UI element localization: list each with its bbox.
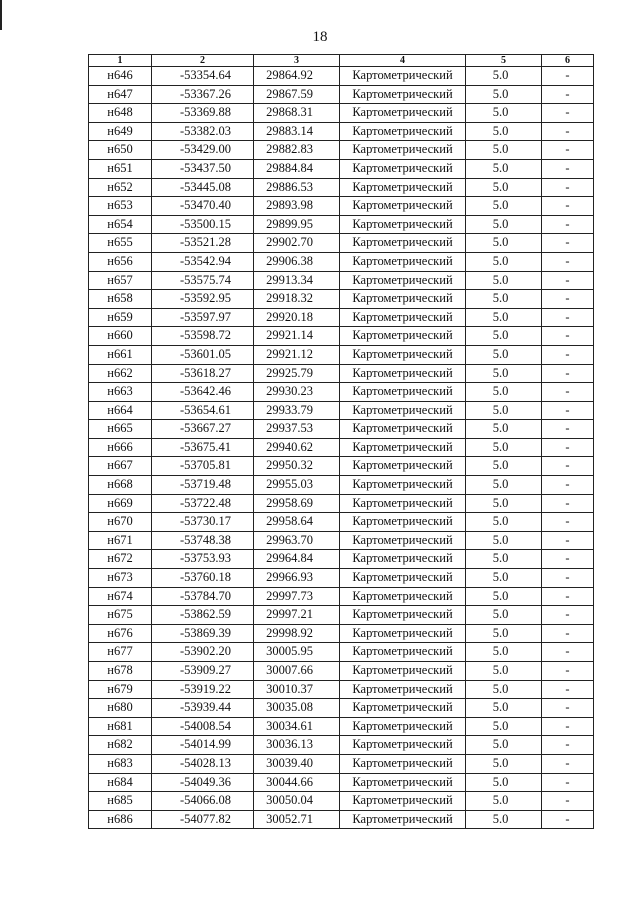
cell-point-id: н666 [89, 438, 152, 457]
cell-method: Картометрический [340, 457, 466, 476]
cell-note: - [542, 271, 594, 290]
table-row [89, 531, 594, 550]
cell-accuracy: 5.0 [466, 717, 542, 736]
cell-point-id: н662 [89, 364, 152, 383]
table-row [89, 252, 594, 271]
cell-coord-y: 30034.61 [254, 717, 340, 736]
cell-method: Картометрический [340, 327, 466, 346]
cell-note: - [542, 104, 594, 123]
table-row [89, 624, 594, 643]
cell-coord-x: -54028.13 [152, 754, 254, 773]
cell-accuracy: 5.0 [466, 810, 542, 829]
cell-method: Картометрический [340, 271, 466, 290]
cell-coord-y: 29893.98 [254, 197, 340, 216]
cell-note: - [542, 680, 594, 699]
cell-coord-x: -53598.72 [152, 327, 254, 346]
cell-accuracy: 5.0 [466, 494, 542, 513]
cell-coord-y: 29930.23 [254, 383, 340, 402]
cell-method: Картометрический [340, 624, 466, 643]
cell-point-id: н647 [89, 85, 152, 104]
cell-accuracy: 5.0 [466, 345, 542, 364]
cell-point-id: н653 [89, 197, 152, 216]
table-row [89, 457, 594, 476]
cell-accuracy: 5.0 [466, 252, 542, 271]
cell-accuracy: 5.0 [466, 178, 542, 197]
cell-accuracy: 5.0 [466, 364, 542, 383]
cell-coord-y: 29937.53 [254, 420, 340, 439]
cell-method: Картометрический [340, 643, 466, 662]
cell-method: Картометрический [340, 290, 466, 309]
cell-method: Картометрический [340, 308, 466, 327]
cell-point-id: н679 [89, 680, 152, 699]
cell-coord-x: -53367.26 [152, 85, 254, 104]
cell-coord-y: 29997.21 [254, 606, 340, 625]
table-row [89, 699, 594, 718]
cell-method: Картометрический [340, 606, 466, 625]
table-row [89, 754, 594, 773]
cell-coord-y: 30050.04 [254, 792, 340, 811]
cell-accuracy: 5.0 [466, 438, 542, 457]
cell-coord-x: -53592.95 [152, 290, 254, 309]
cell-note: - [542, 531, 594, 550]
cell-coord-y: 29884.84 [254, 159, 340, 178]
cell-method: Картометрический [340, 792, 466, 811]
cell-coord-x: -53760.18 [152, 569, 254, 588]
header-col-1: 1 [89, 55, 152, 67]
cell-note: - [542, 215, 594, 234]
header-col-4: 4 [340, 55, 466, 67]
cell-accuracy: 5.0 [466, 736, 542, 755]
table-row [89, 401, 594, 420]
table-row [89, 85, 594, 104]
table-body [89, 67, 594, 829]
cell-coord-y: 29998.92 [254, 624, 340, 643]
cell-coord-x: -53909.27 [152, 662, 254, 681]
cell-accuracy: 5.0 [466, 643, 542, 662]
cell-coord-x: -54066.08 [152, 792, 254, 811]
cell-method: Картометрический [340, 159, 466, 178]
cell-accuracy: 5.0 [466, 513, 542, 532]
cell-note: - [542, 754, 594, 773]
cell-point-id: н685 [89, 792, 152, 811]
cell-note: - [542, 364, 594, 383]
cell-coord-y: 29882.83 [254, 141, 340, 160]
cell-note: - [542, 234, 594, 253]
cell-coord-y: 29955.03 [254, 476, 340, 495]
cell-point-id: н667 [89, 457, 152, 476]
cell-method: Картометрический [340, 252, 466, 271]
cell-accuracy: 5.0 [466, 587, 542, 606]
cell-coord-x: -53675.41 [152, 438, 254, 457]
cell-method: Картометрический [340, 67, 466, 86]
cell-coord-y: 30010.37 [254, 680, 340, 699]
table-row [89, 178, 594, 197]
cell-point-id: н655 [89, 234, 152, 253]
cell-coord-y: 30039.40 [254, 754, 340, 773]
cell-method: Картометрический [340, 476, 466, 495]
table-row [89, 587, 594, 606]
table-row [89, 345, 594, 364]
cell-coord-x: -53869.39 [152, 624, 254, 643]
cell-coord-x: -53542.94 [152, 252, 254, 271]
cell-coord-y: 29902.70 [254, 234, 340, 253]
cell-method: Картометрический [340, 550, 466, 569]
table-row [89, 234, 594, 253]
cell-point-id: н672 [89, 550, 152, 569]
cell-coord-x: -54077.82 [152, 810, 254, 829]
cell-coord-y: 29864.92 [254, 67, 340, 86]
cell-method: Картометрический [340, 587, 466, 606]
cell-coord-x: -54008.54 [152, 717, 254, 736]
cell-coord-x: -53369.88 [152, 104, 254, 123]
cell-coord-x: -53597.97 [152, 308, 254, 327]
cell-coord-x: -53521.28 [152, 234, 254, 253]
cell-coord-x: -53354.64 [152, 67, 254, 86]
table-row [89, 308, 594, 327]
table-row [89, 104, 594, 123]
cell-note: - [542, 85, 594, 104]
header-col-3: 3 [254, 55, 340, 67]
cell-point-id: н660 [89, 327, 152, 346]
cell-note: - [542, 476, 594, 495]
cell-accuracy: 5.0 [466, 271, 542, 290]
cell-method: Картометрический [340, 662, 466, 681]
table-row [89, 67, 594, 86]
cell-note: - [542, 290, 594, 309]
cell-coord-y: 29867.59 [254, 85, 340, 104]
cell-coord-x: -53470.40 [152, 197, 254, 216]
cell-method: Картометрический [340, 197, 466, 216]
cell-note: - [542, 810, 594, 829]
cell-coord-x: -53722.48 [152, 494, 254, 513]
cell-coord-x: -53705.81 [152, 457, 254, 476]
cell-coord-y: 29906.38 [254, 252, 340, 271]
cell-point-id: н663 [89, 383, 152, 402]
cell-point-id: н682 [89, 736, 152, 755]
cell-point-id: н658 [89, 290, 152, 309]
cell-coord-x: -53719.48 [152, 476, 254, 495]
cell-coord-x: -53667.27 [152, 420, 254, 439]
cell-coord-x: -53429.00 [152, 141, 254, 160]
cell-coord-x: -53437.50 [152, 159, 254, 178]
coordinates-table [88, 54, 594, 829]
cell-coord-y: 29933.79 [254, 401, 340, 420]
table-row [89, 717, 594, 736]
cell-accuracy: 5.0 [466, 773, 542, 792]
cell-point-id: н674 [89, 587, 152, 606]
cell-point-id: н648 [89, 104, 152, 123]
cell-point-id: н664 [89, 401, 152, 420]
cell-coord-x: -53902.20 [152, 643, 254, 662]
cell-coord-y: 30035.08 [254, 699, 340, 718]
cell-coord-x: -53730.17 [152, 513, 254, 532]
cell-coord-x: -53753.93 [152, 550, 254, 569]
cell-accuracy: 5.0 [466, 122, 542, 141]
cell-coord-x: -53382.03 [152, 122, 254, 141]
cell-note: - [542, 401, 594, 420]
cell-coord-x: -53939.44 [152, 699, 254, 718]
page-number: 18 [312, 29, 328, 45]
cell-point-id: н677 [89, 643, 152, 662]
cell-coord-y: 29940.62 [254, 438, 340, 457]
cell-coord-x: -54049.36 [152, 773, 254, 792]
cell-coord-y: 29921.12 [254, 345, 340, 364]
cell-method: Картометрический [340, 420, 466, 439]
cell-point-id: н656 [89, 252, 152, 271]
cell-accuracy: 5.0 [466, 420, 542, 439]
cell-point-id: н684 [89, 773, 152, 792]
cell-accuracy: 5.0 [466, 680, 542, 699]
table-row [89, 197, 594, 216]
cell-coord-x: -53601.05 [152, 345, 254, 364]
cell-note: - [542, 587, 594, 606]
cell-coord-x: -53500.15 [152, 215, 254, 234]
cell-coord-x: -53642.46 [152, 383, 254, 402]
cell-point-id: н681 [89, 717, 152, 736]
cell-coord-x: -53784.70 [152, 587, 254, 606]
cell-method: Картометрический [340, 531, 466, 550]
cell-note: - [542, 178, 594, 197]
cell-accuracy: 5.0 [466, 754, 542, 773]
cell-coord-y: 29886.53 [254, 178, 340, 197]
cell-accuracy: 5.0 [466, 699, 542, 718]
table-row [89, 792, 594, 811]
cell-accuracy: 5.0 [466, 662, 542, 681]
cell-accuracy: 5.0 [466, 290, 542, 309]
cell-note: - [542, 122, 594, 141]
cell-note: - [542, 606, 594, 625]
cell-accuracy: 5.0 [466, 85, 542, 104]
table-row [89, 141, 594, 160]
cell-accuracy: 5.0 [466, 531, 542, 550]
cell-method: Картометрический [340, 810, 466, 829]
cell-point-id: н659 [89, 308, 152, 327]
cell-method: Картометрический [340, 401, 466, 420]
cell-note: - [542, 141, 594, 160]
cell-accuracy: 5.0 [466, 327, 542, 346]
cell-method: Картометрический [340, 754, 466, 773]
cell-coord-y: 29958.69 [254, 494, 340, 513]
cell-note: - [542, 197, 594, 216]
cell-note: - [542, 550, 594, 569]
cell-accuracy: 5.0 [466, 457, 542, 476]
cell-note: - [542, 773, 594, 792]
cell-accuracy: 5.0 [466, 197, 542, 216]
cell-method: Картометрический [340, 234, 466, 253]
cell-point-id: н661 [89, 345, 152, 364]
cell-coord-x: -53445.08 [152, 178, 254, 197]
cell-coord-x: -53862.59 [152, 606, 254, 625]
cell-note: - [542, 494, 594, 513]
cell-accuracy: 5.0 [466, 215, 542, 234]
cell-note: - [542, 457, 594, 476]
table-row [89, 550, 594, 569]
cell-note: - [542, 252, 594, 271]
cell-point-id: н646 [89, 67, 152, 86]
cell-method: Картометрический [340, 717, 466, 736]
cell-coord-y: 29958.64 [254, 513, 340, 532]
cell-coord-x: -53919.22 [152, 680, 254, 699]
table-row [89, 122, 594, 141]
table-row [89, 736, 594, 755]
cell-coord-y: 29918.32 [254, 290, 340, 309]
cell-point-id: н675 [89, 606, 152, 625]
cell-coord-y: 29925.79 [254, 364, 340, 383]
cell-method: Картометрический [340, 85, 466, 104]
cell-method: Картометрический [340, 364, 466, 383]
header-col-6: 6 [542, 55, 594, 67]
cell-accuracy: 5.0 [466, 234, 542, 253]
cell-note: - [542, 569, 594, 588]
cell-method: Картометрический [340, 383, 466, 402]
header-col-5: 5 [466, 55, 542, 67]
cell-method: Картометрический [340, 178, 466, 197]
cell-note: - [542, 513, 594, 532]
cell-point-id: н683 [89, 754, 152, 773]
table-row [89, 476, 594, 495]
cell-coord-y: 30036.13 [254, 736, 340, 755]
cell-point-id: н671 [89, 531, 152, 550]
cell-point-id: н654 [89, 215, 152, 234]
table-row [89, 494, 594, 513]
cell-note: - [542, 345, 594, 364]
cell-note: - [542, 736, 594, 755]
cell-coord-y: 30052.71 [254, 810, 340, 829]
cell-method: Картометрический [340, 773, 466, 792]
cell-coord-x: -53654.61 [152, 401, 254, 420]
cell-coord-y: 29920.18 [254, 308, 340, 327]
table-row [89, 662, 594, 681]
cell-method: Картометрический [340, 141, 466, 160]
cell-accuracy: 5.0 [466, 792, 542, 811]
cell-point-id: н657 [89, 271, 152, 290]
cell-accuracy: 5.0 [466, 159, 542, 178]
table-row [89, 569, 594, 588]
cell-point-id: н673 [89, 569, 152, 588]
table-header-row [89, 55, 594, 67]
cell-point-id: н650 [89, 141, 152, 160]
cell-note: - [542, 159, 594, 178]
cell-coord-x: -54014.99 [152, 736, 254, 755]
cell-coord-y: 29964.84 [254, 550, 340, 569]
cell-point-id: н652 [89, 178, 152, 197]
cell-accuracy: 5.0 [466, 569, 542, 588]
cell-accuracy: 5.0 [466, 550, 542, 569]
table-row [89, 327, 594, 346]
cell-accuracy: 5.0 [466, 141, 542, 160]
cell-method: Картометрический [340, 345, 466, 364]
table-row [89, 606, 594, 625]
cell-coord-y: 29913.34 [254, 271, 340, 290]
cell-accuracy: 5.0 [466, 104, 542, 123]
cell-accuracy: 5.0 [466, 624, 542, 643]
table-row [89, 643, 594, 662]
table-row [89, 159, 594, 178]
cell-accuracy: 5.0 [466, 67, 542, 86]
cell-point-id: н669 [89, 494, 152, 513]
cell-point-id: н670 [89, 513, 152, 532]
cell-point-id: н678 [89, 662, 152, 681]
table-row [89, 773, 594, 792]
cell-point-id: н686 [89, 810, 152, 829]
table-row [89, 364, 594, 383]
cell-coord-y: 30044.66 [254, 773, 340, 792]
cell-coord-x: -53575.74 [152, 271, 254, 290]
table-row [89, 513, 594, 532]
cell-method: Картометрический [340, 513, 466, 532]
cell-note: - [542, 717, 594, 736]
cell-coord-x: -53618.27 [152, 364, 254, 383]
table-row [89, 383, 594, 402]
scan-edge-mark [0, 0, 2, 30]
cell-note: - [542, 624, 594, 643]
cell-note: - [542, 308, 594, 327]
cell-note: - [542, 438, 594, 457]
cell-coord-y: 30005.95 [254, 643, 340, 662]
cell-method: Картометрический [340, 680, 466, 699]
table-row [89, 438, 594, 457]
cell-coord-y: 29868.31 [254, 104, 340, 123]
table-row [89, 810, 594, 829]
table-row [89, 420, 594, 439]
cell-note: - [542, 67, 594, 86]
cell-note: - [542, 643, 594, 662]
cell-method: Картометрический [340, 569, 466, 588]
cell-note: - [542, 662, 594, 681]
cell-point-id: н676 [89, 624, 152, 643]
cell-accuracy: 5.0 [466, 308, 542, 327]
cell-method: Картометрический [340, 736, 466, 755]
cell-point-id: н649 [89, 122, 152, 141]
cell-point-id: н651 [89, 159, 152, 178]
cell-accuracy: 5.0 [466, 606, 542, 625]
cell-note: - [542, 383, 594, 402]
cell-accuracy: 5.0 [466, 476, 542, 495]
table-row [89, 680, 594, 699]
cell-accuracy: 5.0 [466, 401, 542, 420]
cell-method: Картометрический [340, 494, 466, 513]
cell-note: - [542, 327, 594, 346]
cell-accuracy: 5.0 [466, 383, 542, 402]
cell-method: Картометрический [340, 215, 466, 234]
cell-coord-y: 29921.14 [254, 327, 340, 346]
cell-method: Картометрический [340, 699, 466, 718]
cell-coord-y: 29950.32 [254, 457, 340, 476]
cell-point-id: н680 [89, 699, 152, 718]
cell-coord-y: 30007.66 [254, 662, 340, 681]
cell-note: - [542, 420, 594, 439]
cell-coord-y: 29966.93 [254, 569, 340, 588]
cell-coord-y: 29883.14 [254, 122, 340, 141]
cell-coord-y: 29963.70 [254, 531, 340, 550]
cell-coord-y: 29997.73 [254, 587, 340, 606]
cell-coord-x: -53748.38 [152, 531, 254, 550]
table-row [89, 271, 594, 290]
cell-coord-y: 29899.95 [254, 215, 340, 234]
cell-point-id: н665 [89, 420, 152, 439]
cell-method: Картометрический [340, 104, 466, 123]
table-row [89, 215, 594, 234]
cell-point-id: н668 [89, 476, 152, 495]
cell-method: Картометрический [340, 438, 466, 457]
cell-method: Картометрический [340, 122, 466, 141]
cell-note: - [542, 792, 594, 811]
table-row [89, 290, 594, 309]
cell-note: - [542, 699, 594, 718]
header-col-2: 2 [152, 55, 254, 67]
